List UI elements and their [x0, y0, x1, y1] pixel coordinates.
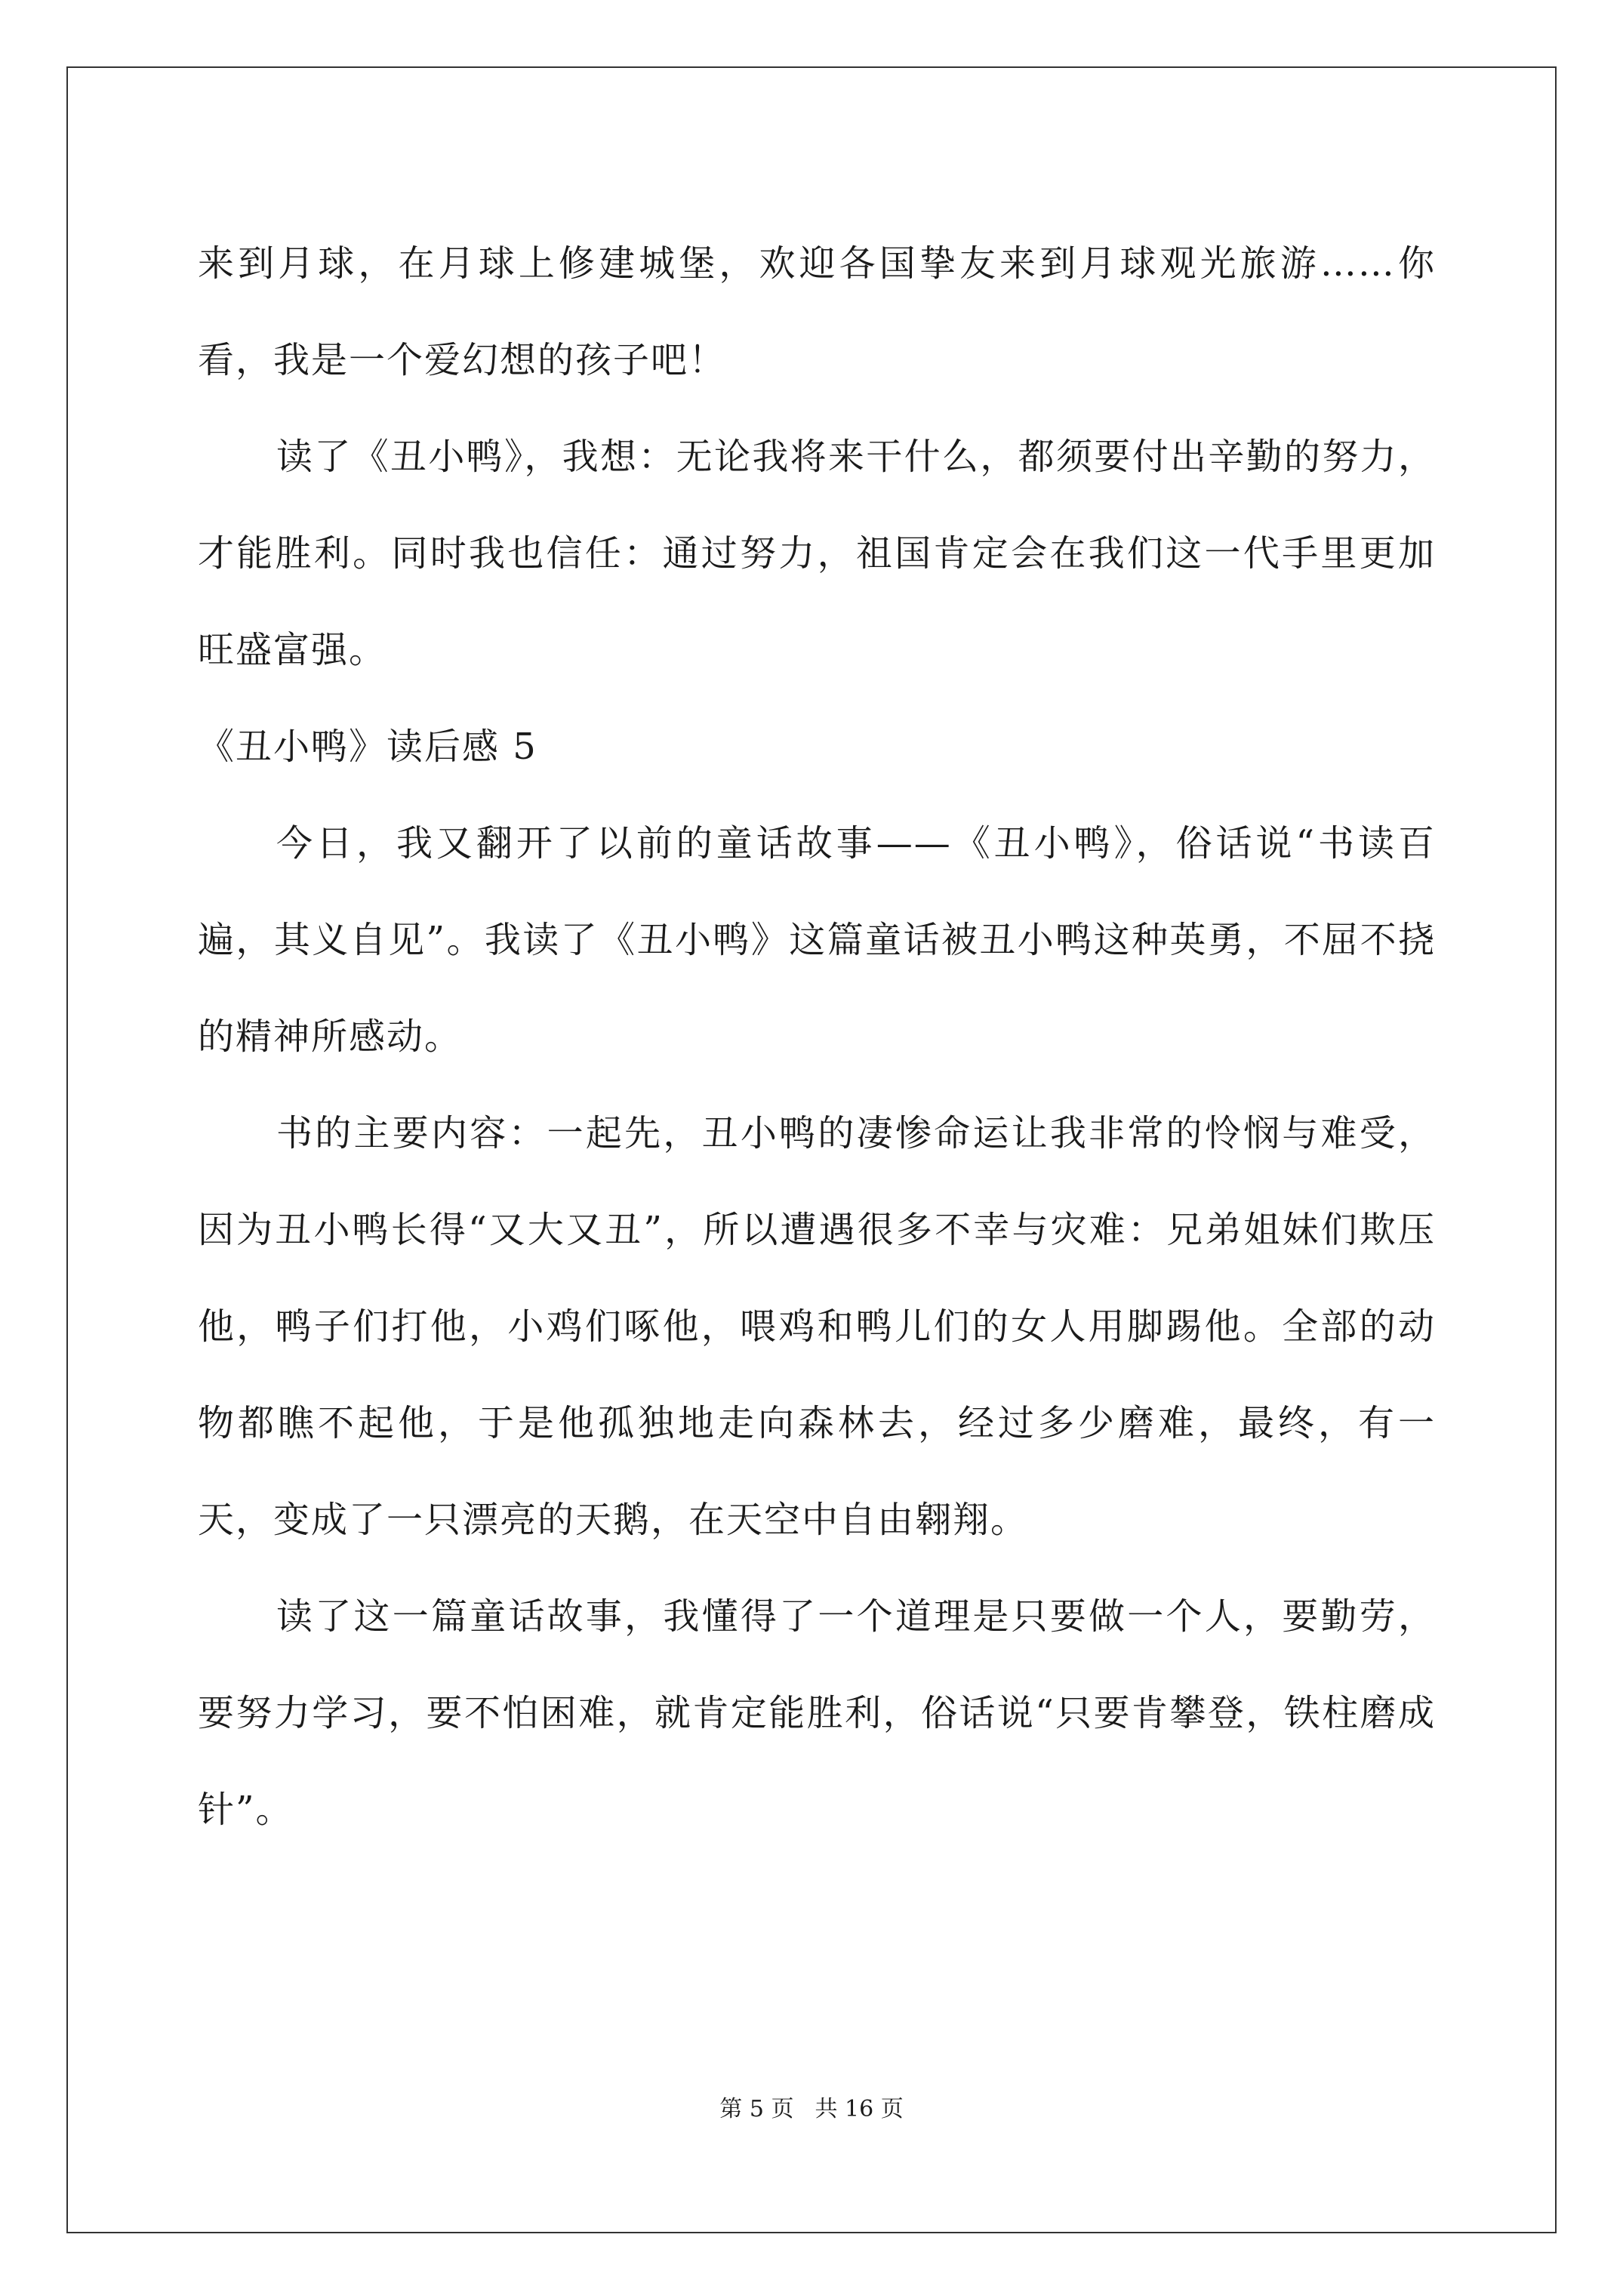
page-number: 第 5 页: [719, 2096, 794, 2122]
page-total: 共 16 页: [815, 2096, 904, 2122]
section-heading: 《丑小鸭》读后感 5: [198, 726, 537, 768]
paragraph: 今日，我又翻开了以前的童话故事——《丑小鸭》，俗话说“书读百遍，其义自见”。我读了《丑小鸭》这篇童话被丑小鸭这种英勇，不屈不挠的精神所感动。: [198, 822, 1436, 1058]
document-body: [198, 215, 1436, 1858]
paragraph: 来到月球，在月球上修建城堡，欢迎各国挚友来到月球观光旅游……你看，我是一个爱幻想的孩子吧！: [198, 242, 1436, 381]
page-footer: [0, 2090, 1623, 2123]
paragraph: 读了这一篇童话故事，我懂得了一个道理是只要做一个人，要勤劳，要努力学习，要不怕困难，就肯定能胜利，俗话说“只要肯攀登，铁柱磨成针”。: [198, 1595, 1436, 1831]
paragraph: 书的主要内容：一起先，丑小鸭的凄惨命运让我非常的怜悯与难受，因为丑小鸭长得“又大又丑”，所以遭遇很多不幸与灾难：兄弟姐妹们欺压他，鸭子们打他，小鸡们啄他，喂鸡和鸭儿们的女人用脚踢他。全部的动物都瞧不起他，于是他孤独地走向森林去，经过多少磨难，最终，有一天，变成了一只漂亮的天鹅，在天空中自由翱翔。: [198, 1112, 1436, 1541]
paragraph: 读了《丑小鸭》，我想：无论我将来干什么，都须要付出辛勤的努力，才能胜利。同时我也信任：通过努力，祖国肯定会在我们这一代手里更加旺盛富强。: [198, 436, 1436, 671]
